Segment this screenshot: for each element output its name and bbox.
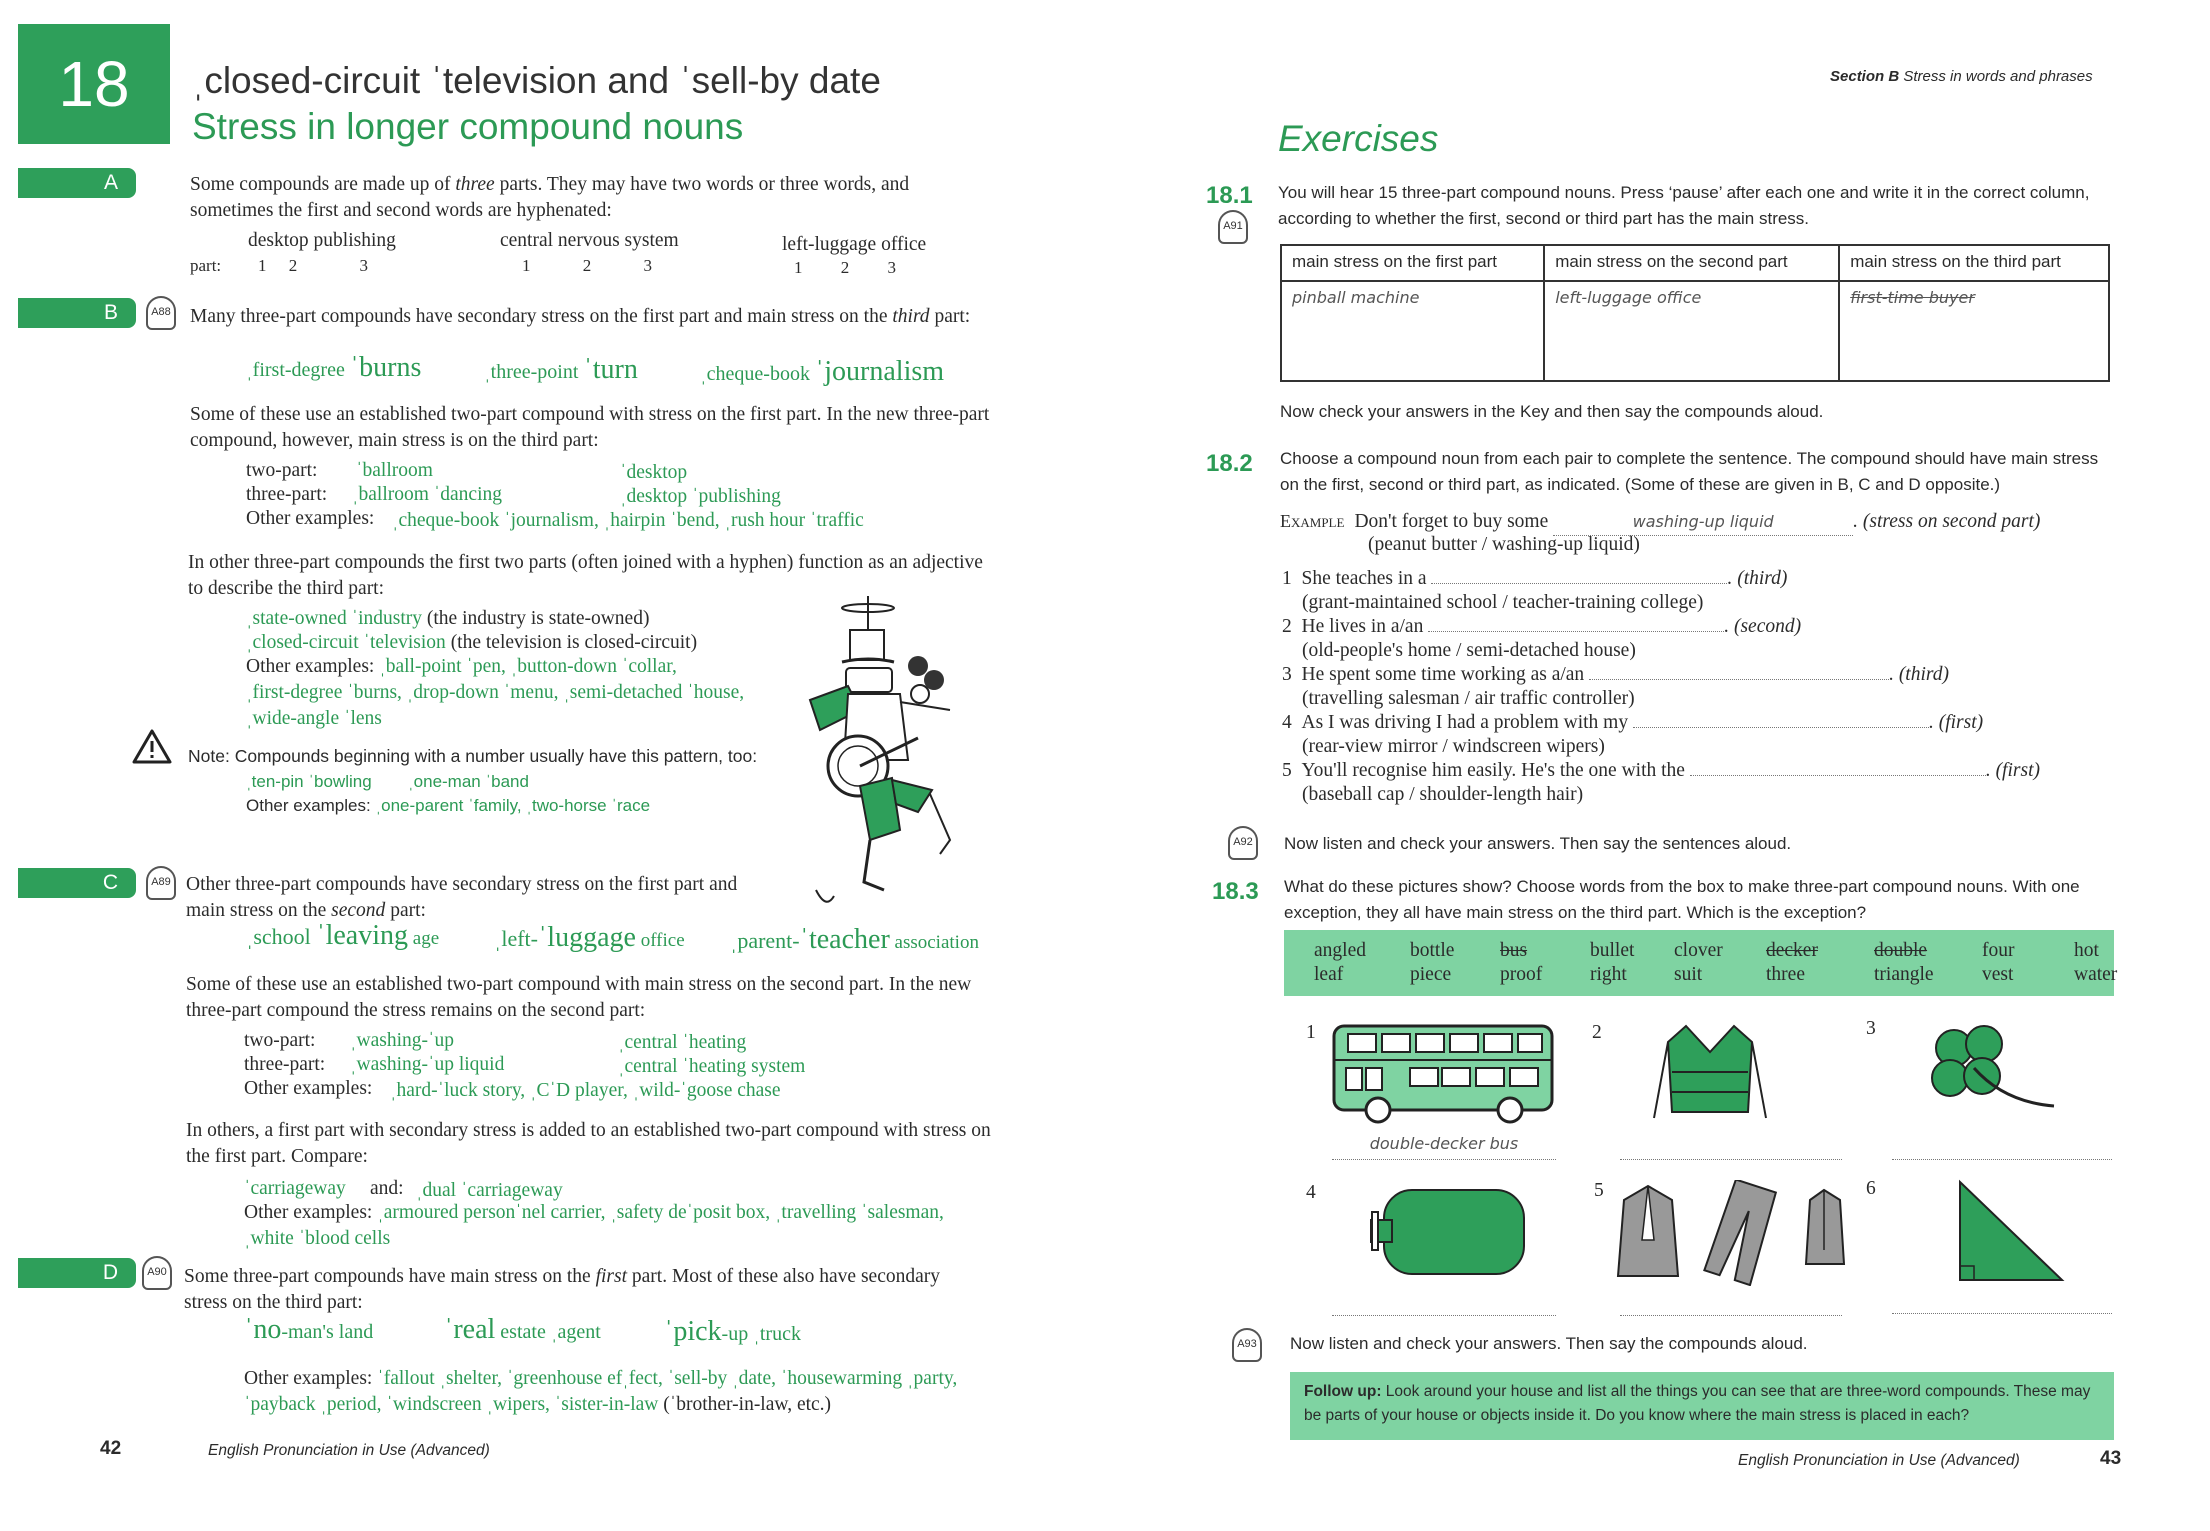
- two-part-ex-2: ˈdesktop: [620, 462, 688, 483]
- audio-track-icon[interactable]: A93: [1232, 1328, 1262, 1362]
- picture-answer-line[interactable]: [1892, 1134, 2112, 1160]
- section-d-example-3: ˈpick-up ˌtruck: [664, 1316, 801, 1347]
- page-number-right: 43: [2100, 1448, 2122, 1469]
- answer-blank[interactable]: [1690, 775, 1986, 776]
- note-ex-2: ˌone-man ˈband: [408, 772, 529, 791]
- section-b-para-3: In other three-part compounds the first two parts (often joined with a hyphen) function as an adjective to describe the third part:: [188, 552, 983, 599]
- word-box-item[interactable]: double: [1874, 940, 1928, 961]
- other-label: Other examples:: [244, 1078, 373, 1099]
- table-header: main stress on the third part: [1839, 245, 2109, 281]
- section-c-example-1: ˌschool ˈleaving age: [246, 920, 440, 951]
- section-a-example-1: desktop publishing: [248, 230, 396, 251]
- compare-and: and:: [370, 1178, 404, 1199]
- answer-blank[interactable]: [1428, 631, 1724, 632]
- sentence-pair-3: (travelling salesman / air traffic controller): [1302, 688, 1635, 709]
- table-header: main stress on the first part: [1281, 245, 1544, 281]
- word-box-item[interactable]: leaf: [1314, 964, 1344, 985]
- note-other: Other examples: ˌone-parent ˈfamily, ˌtwo-horse ˈrace: [246, 796, 651, 815]
- sentence-item-1: 1 She teaches in a . (third): [1282, 568, 1788, 589]
- two-part-ex-1: ˌwashing-ˈup: [350, 1030, 454, 1051]
- picture-answer-line[interactable]: [1620, 1134, 1842, 1160]
- section-a-text: Some compounds are made up of three parts. They may have two words or three words, and sometimes the first and second words are hyphenated:: [190, 174, 910, 221]
- part-numbers-3: 1 2 3: [794, 258, 896, 277]
- other-examples: ˌhard-ˈluck story, ˌCˈD player, ˌwild-ˈgoose chase: [390, 1080, 781, 1101]
- page-number-left: 42: [100, 1438, 122, 1459]
- audio-track-icon[interactable]: A89: [146, 866, 176, 900]
- two-part-label: two-part:: [244, 1030, 316, 1051]
- three-part-ex-1: ˌwashing-ˈup liquid: [350, 1054, 505, 1075]
- picture-number: 6: [1866, 1178, 1876, 1199]
- one-man-band-illustration: [800, 590, 980, 910]
- exercises-title: Exercises: [1278, 118, 1439, 159]
- picture-answer-line[interactable]: [1332, 1294, 1556, 1316]
- word-box-item[interactable]: triangle: [1874, 964, 1934, 985]
- audio-track-icon[interactable]: A88: [146, 296, 176, 330]
- example-sentence: Example Don't forget to buy some washing-up liquid . (stress on second part): [1280, 508, 2110, 536]
- warning-icon: [132, 728, 172, 764]
- adjective-other: Other examples: ˌball-point ˈpen, ˌbutton-down ˈcollar, ˌfirst-degree ˈburns, ˌdrop-down ˈmenu, ˌsemi-detached ˈhouse, ˌwide-angle ˈlens: [246, 656, 745, 729]
- hot-water-bottle-picture: [1370, 1182, 1530, 1282]
- section-c-para-2: Some of these use an established two-part compound with main stress on the second part. In the new three-part compound the stress remains on the second part:: [186, 974, 972, 1021]
- three-piece-suit-picture: [1614, 1180, 1854, 1286]
- picture-answer-line[interactable]: double-decker bus: [1332, 1134, 1556, 1160]
- sentence-pair-1: (grant-maintained school / teacher-training college): [1302, 592, 1704, 613]
- exercise-18-2-after: Now listen and check your answers. Then say the sentences aloud.: [1284, 834, 1792, 853]
- answer-blank[interactable]: [1431, 583, 1727, 584]
- section-a-example-2: central nervous system: [500, 230, 679, 251]
- word-box-item[interactable]: water: [2074, 964, 2118, 985]
- word-box-item[interactable]: vest: [1982, 964, 2014, 985]
- exercise-number: 18.2: [1206, 450, 1253, 477]
- section-a-example-3: left-luggage office: [782, 234, 927, 255]
- sentence-pair-4: (rear-view mirror / windscreen wipers): [1302, 736, 1605, 757]
- other-label: Other examples:: [246, 508, 375, 529]
- section-a-label: A: [18, 168, 136, 198]
- answer-blank[interactable]: [1633, 727, 1929, 728]
- exercise-18-2-instructions: Choose a compound noun from each pair to complete the sentence. The compound should have main stress on the first, second or third part, as indicated. (Some of these are given in B, C and D opposite.): [1280, 449, 2099, 494]
- word-box-item[interactable]: bus: [1500, 940, 1528, 961]
- example-pair: (peanut butter / washing-up liquid): [1368, 534, 1640, 555]
- section-b-example-3: ˌcheque-book ˈjournalism: [700, 356, 945, 387]
- picture-number: 4: [1306, 1182, 1316, 1203]
- section-b-example-2: ˌthree-point ˈturn: [484, 354, 638, 385]
- section-d-label: D: [18, 1258, 136, 1288]
- answer-cell[interactable]: first-time buyer: [1839, 281, 2109, 381]
- picture-number: 3: [1866, 1018, 1876, 1039]
- follow-up-box: Follow up: Look around your house and list all the things you can see that are three-word compounds. These may be parts of your house or objects inside it. Do you know where the main stress is placed in each?: [1290, 1372, 2114, 1440]
- part-numbers-2: 1 2 3: [522, 256, 652, 275]
- compare-other: Other examples: ˌarmoured personˈnel carrier, ˌsafety deˈposit box, ˌtravelling ˈsalesman, ˌwhite ˈblood cells: [244, 1202, 944, 1249]
- word-box-item[interactable]: proof: [1500, 964, 1543, 985]
- two-part-ex-1: ˈballroom: [356, 460, 433, 481]
- unit-number-box: 18: [18, 24, 170, 144]
- sentence-pair-2: (old-people's home / semi-detached house): [1302, 640, 1636, 661]
- audio-track-icon[interactable]: A92: [1228, 826, 1258, 860]
- audio-track-icon[interactable]: A91: [1218, 210, 1248, 244]
- word-box-item[interactable]: hot: [2074, 940, 2099, 961]
- sentence-pair-5: (baseball cap / shoulder-length hair): [1302, 784, 1584, 805]
- exercise-18-1-instructions: You will hear 15 three-part compound nouns. Press ‘pause’ after each one and write it in the correct column, according to whether the first, second or third part has the main stress.: [1278, 183, 2090, 228]
- adjective-ex-2: ˌclosed-circuit ˈtelevision (the television is closed-circuit): [246, 632, 698, 653]
- three-part-ex-2: ˌdesktop ˈpublishing: [620, 486, 781, 507]
- two-part-ex-2: ˌcentral ˈheating: [618, 1032, 747, 1053]
- exercise-number: 18.3: [1212, 878, 1259, 905]
- note-ex-1: ˌten-pin ˈbowling: [246, 772, 372, 791]
- other-examples: ˌcheque-book ˈjournalism, ˌhairpin ˈbend, ˌrush hour ˈtraffic: [392, 510, 864, 531]
- sentence-item-3: 3 He spent some time working as a/an . (third): [1282, 664, 1950, 685]
- compare-ex-2: ˌdual ˈcarriageway: [416, 1180, 563, 1201]
- section-c-label: C: [18, 868, 136, 898]
- picture-number: 5: [1594, 1180, 1604, 1201]
- picture-number: 1: [1306, 1022, 1316, 1043]
- answer-cell[interactable]: left-luggage office: [1544, 281, 1839, 381]
- section-c-example-2: ˌleft-ˈluggage office: [494, 922, 685, 953]
- word-box: [1284, 930, 2118, 996]
- section-d-example-2: ˈreal estate ˌagent: [444, 1314, 601, 1345]
- section-b-para-2: Some of these use an established two-part compound with stress on the first part. In the new three-part compound, however, main stress is on the third part:: [190, 404, 990, 451]
- running-header: Section B Stress in words and phrases: [1830, 68, 2093, 85]
- right-angled-triangle-picture: [1950, 1176, 2070, 1286]
- unit-subtitle: Stress in longer compound nouns: [192, 106, 744, 147]
- section-d-other: Other examples: ˈfallout ˌshelter, ˈgreenhouse efˌfect, ˈsell-by ˌdate, ˈhousewarming ˌparty, ˈpayback ˌperiod, ˈwindscreen ˌwipers, ˈsister-in-law (ˈbrother-in-law, etc.): [244, 1368, 958, 1415]
- section-b-example-1: ˌfirst-degree ˈburns: [246, 352, 422, 383]
- picture-number: 2: [1592, 1022, 1602, 1043]
- sentence-item-2: 2 He lives in a/an . (second): [1282, 616, 1802, 637]
- word-box-item[interactable]: suit: [1674, 964, 1703, 985]
- three-part-label: three-part:: [244, 1054, 326, 1075]
- word-box-item[interactable]: angled: [1314, 940, 1366, 961]
- sentence-item-4: 4 As I was driving I had a problem with my . (first): [1282, 712, 1984, 733]
- picture-answer-line[interactable]: [1620, 1294, 1842, 1316]
- sentence-item-5: 5 You'll recognise him easily. He's the one with the . (first): [1282, 760, 2040, 781]
- section-c-para-3: In others, a first part with secondary stress is added to an established two-part compound with stress on the first part. Compare:: [186, 1120, 991, 1167]
- three-part-ex-2: ˌcentral ˈheating system: [618, 1056, 806, 1077]
- answer-cell[interactable]: pinball machine: [1281, 281, 1544, 381]
- answer-table: [1280, 244, 2110, 382]
- word-box-item[interactable]: decker: [1766, 940, 1818, 961]
- word-box-item[interactable]: three: [1766, 964, 1805, 985]
- section-c-para-1: Other three-part compounds have secondary stress on the first part and main stress on the second part:: [186, 874, 738, 921]
- section-d-example-1: ˈno-man's land: [244, 1314, 374, 1345]
- word-box-item[interactable]: right: [1590, 964, 1627, 985]
- footer-title-right: English Pronunciation in Use (Advanced): [1738, 1452, 2020, 1469]
- part-numbers-1: 1 2 3: [258, 256, 368, 275]
- word-box-item[interactable]: bottle: [1410, 940, 1455, 961]
- footer-title-left: English Pronunciation in Use (Advanced): [208, 1442, 490, 1459]
- exercise-number: 18.1: [1206, 182, 1253, 209]
- audio-track-icon[interactable]: A90: [142, 1256, 172, 1290]
- section-b-label: B: [18, 298, 136, 328]
- note-text: Note: Compounds beginning with a number usually have this pattern, too:: [188, 746, 758, 766]
- section-d-para-1: Some three-part compounds have main stress on the first part. Most of these also have secondary stress on the third part:: [184, 1266, 941, 1313]
- table-header: main stress on the second part: [1544, 245, 1839, 281]
- exercise-18-1-after: Now check your answers in the Key and then say the compounds aloud.: [1280, 402, 1824, 421]
- word-box-item[interactable]: bullet: [1590, 940, 1635, 961]
- two-part-label: two-part:: [246, 460, 318, 481]
- three-part-label: three-part:: [246, 484, 328, 505]
- picture-answer-line[interactable]: [1892, 1292, 2112, 1314]
- three-part-ex-1: ˌballroom ˈdancing: [352, 484, 502, 505]
- exercise-18-3-instructions: What do these pictures show? Choose words from the box to make three-part compound nouns. With one exception, they all have main stress on the third part. Which is the exception?: [1284, 877, 2080, 922]
- four-leaf-clover-picture: [1924, 1022, 2064, 1122]
- section-b-para-1: Many three-part compounds have secondary stress on the first part and main stress on the third part:: [190, 306, 971, 327]
- word-box-item[interactable]: clover: [1674, 940, 1723, 961]
- answer-blank[interactable]: [1589, 679, 1889, 680]
- compare-ex-1: ˈcarriageway: [244, 1178, 346, 1199]
- part-label: part:: [190, 256, 222, 275]
- bullet-proof-vest-picture: [1650, 1022, 1770, 1126]
- word-box-item[interactable]: four: [1982, 940, 2015, 961]
- word-box-item[interactable]: piece: [1410, 964, 1452, 985]
- exercise-18-3-after: Now listen and check your answers. Then say the compounds aloud.: [1290, 1334, 1808, 1353]
- section-c-example-3: ˌparent-ˈteacher association: [730, 924, 979, 955]
- double-decker-bus-picture: [1330, 1022, 1556, 1126]
- unit-title: ˌclosed-circuit ˈtelevision and ˈsell-by date: [192, 60, 881, 101]
- adjective-ex-1: ˌstate-owned ˈindustry (the industry is state-owned): [246, 608, 650, 629]
